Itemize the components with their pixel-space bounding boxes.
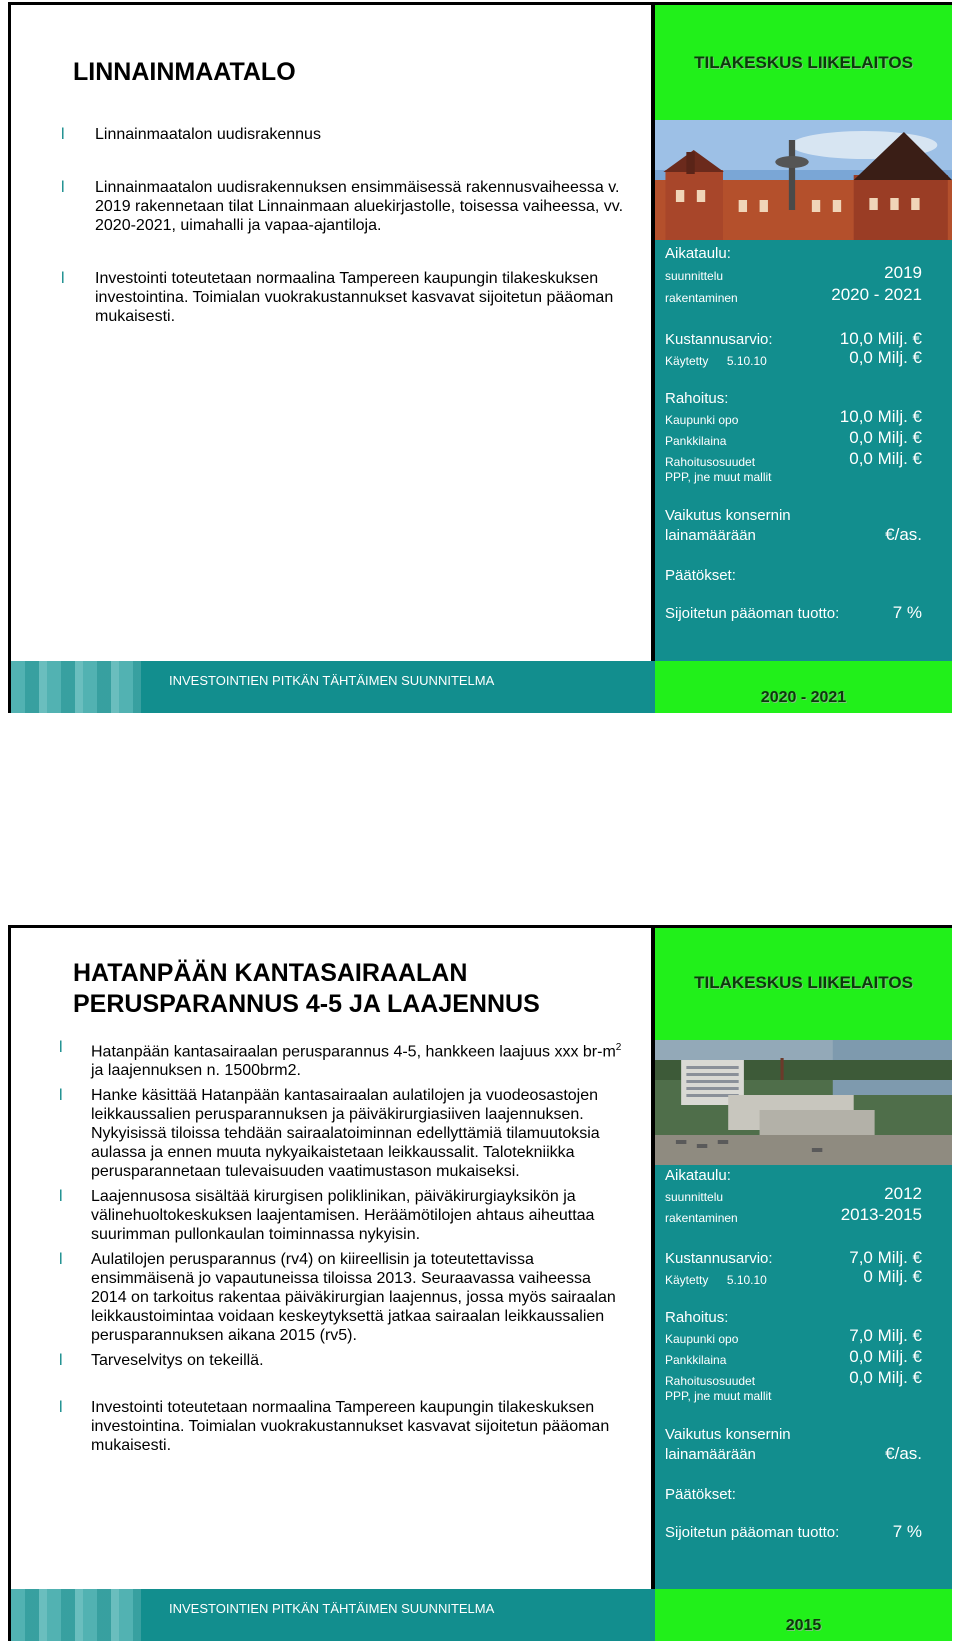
bullet-marker: l (59, 1188, 63, 1206)
bullet-list (61, 125, 627, 326)
footer-year: 2015 (785, 1617, 822, 1634)
slide-footer (11, 661, 952, 713)
return-row: Sijoitetun pääoman tuotto: 7 % (665, 1522, 922, 1541)
footer-text: INVESTOINTIEN PITKÄN TÄHTÄIMEN SUUNNITELMA (169, 1601, 495, 1616)
bullet-list (59, 1038, 627, 1455)
funding-heading: Rahoitus: (665, 1309, 729, 1326)
schedule-heading: Aikataulu: (665, 245, 731, 262)
slide-content (11, 5, 651, 661)
impact-row: lainamäärään €/as. (665, 1444, 922, 1463)
schedule-heading: Aikataulu: (665, 1167, 731, 1184)
bullet-marker: l (59, 1399, 63, 1417)
footer-year: 2020 - 2021 (760, 689, 847, 706)
bullet-marker: l (59, 1087, 63, 1105)
footer-image-strip (11, 661, 141, 713)
project-info (665, 5, 922, 645)
spent-row: Käytetty 5.10.10 0,0 Milj. € (665, 348, 922, 368)
impact-label-1: Vaikutus konsernin (665, 507, 791, 524)
info-panel (655, 5, 952, 661)
bullet-marker: l (59, 1039, 63, 1056)
list-item: l Investointi toteutetaan normaalina Tampereen kaupungin tilakeskuksen investointina. Toimialan vuokrakustannukset kasvavat sijoitetun pääoman mukaisesti. (59, 1399, 610, 1455)
funding-shares-row: Rahoitusosuudet 0,0 Milj. € (665, 449, 922, 469)
list-item: l Investointi toteutetaan normaalina Tampereen kaupungin tilakeskuksen investointina. Toimialan vuokrakustannukset kasvavat sijoitetun pääoman mukaisesti. (61, 270, 614, 325)
slide-content (11, 928, 651, 1589)
construction-row: rakentaminen 2013-2015 (665, 1205, 922, 1225)
bullet-marker: l (61, 179, 65, 196)
footer-text: INVESTOINTIEN PITKÄN TÄHTÄIMEN SUUNNITELMA (169, 673, 495, 688)
bullet-marker: l (59, 1352, 63, 1370)
title-line-2: PERUSPARANNUS 4-5 JA LAAJENNUS (73, 990, 540, 1018)
impact-row: lainamäärään €/as. (665, 525, 922, 544)
slide-title (73, 958, 540, 1020)
cost-estimate-row: Kustannusarvio: 7,0 Milj. € (665, 1248, 922, 1267)
funding-ppp-row: PPP, jne muut mallit (665, 470, 772, 484)
list-item: l Linnainmaatalon uudisrakennuksen ensimmäisessä rakennusvaiheessa v. 2019 rakennetaan tilat Linnainmaan aluekirjastolle, toisessa vaiheessa, vv. 2020-2021, uimahalli ja vapaa-ajantiloja. (61, 179, 624, 234)
decisions-heading: Päätökset: (665, 567, 736, 584)
info-panel (655, 928, 952, 1589)
list-item: l Hanke käsittää Hatanpään kantasairaalan aulatilojen ja vuodeosastojen leikkaussalien perusparannuksen ja päiväkirurgiasiiven laajennuksen. Nykyisissä tiloissa tehdään sairaalatoiminnan edellyttämiä tilamuutoksia aulassa ja ennen muuta nykyaikaistetaan leikkaussalit. Talotekniikka perusparannetaan tulevaisuuden vaatimustason mukaiseksi. (59, 1087, 600, 1181)
funding-city-row: Kaupunki opo 10,0 Milj. € (665, 407, 922, 427)
list-item: l Hatanpään kantasairaalan perusparannus 4-5, hankkeen laajuus xxx $br-m^2$ ja laajennuksen n. 1500brm2. (59, 1039, 622, 1080)
funding-heading: Rahoitus: (665, 390, 729, 407)
bullet-marker: l (59, 1251, 63, 1269)
project-info (665, 928, 922, 1568)
cost-estimate-row: Kustannusarvio: 10,0 Milj. € (665, 329, 922, 348)
impact-label-1: Vaikutus konsernin (665, 1426, 791, 1443)
org-name: TILAKESKUS LIIKELAITOS (694, 973, 913, 992)
planning-row: suunnittelu 2019 (665, 263, 922, 283)
bullet-marker: l (61, 126, 65, 143)
slide-footer (11, 1589, 952, 1641)
org-name: TILAKESKUS LIIKELAITOS (694, 53, 913, 72)
funding-shares-row: Rahoitusosuudet 0,0 Milj. € (665, 1368, 922, 1388)
spent-row: Käytetty 5.10.10 0 Milj. € (665, 1267, 922, 1287)
construction-row: rakentaminen 2020 - 2021 (665, 285, 922, 305)
list-item: l Laajennusosa sisältää kirurgisen poliklinikan, päiväkirurgiayksikön ja välinehuoltokeskuksen laajentamisen. Heräämötilojen ahtaus aiheuttaa suurimman pullonkaulan toiminnassa nykyisin. (59, 1188, 595, 1244)
list-item: l Aulatilojen perusparannus (rv4) on kiireellisin ja toteutettavissa ensimmäisenä jo vapautuneissa tiloissa 2013. Seuraavassa vaiheessa 2014 on tarkoitus rakentaa päiväkirurgian laajennus, jossa myös sairaalan leikkaustoimintaa voidaan keskeytyksettä jatkaa sairaalan leikkaussalien perusparannuksen aikana 2015 (rv5). (59, 1251, 616, 1345)
return-row: Sijoitetun pääoman tuotto: 7 % (665, 603, 922, 622)
footer-year-box (655, 661, 952, 713)
funding-ppp-row: PPP, jne muut mallit (665, 1389, 772, 1403)
slide-hatanpaa (8, 925, 952, 1641)
decisions-heading: Päätökset: (665, 1486, 736, 1503)
slide-title: LINNAINMAATALO (73, 58, 296, 86)
list-item: l Tarveselvitys on tekeillä. (59, 1352, 264, 1370)
footer-year-box (655, 1589, 952, 1641)
funding-loan-row: Pankkilaina 0,0 Milj. € (665, 428, 922, 448)
list-item: l Linnainmaatalon uudisrakennus (61, 126, 321, 143)
slide-linnainmaatalo (8, 2, 952, 713)
title-line-1: HATANPÄÄN KANTASAIRAALAN (73, 959, 468, 987)
footer-image-strip (11, 1589, 141, 1641)
planning-row: suunnittelu 2012 (665, 1184, 922, 1204)
bullet-marker: l (61, 270, 65, 287)
funding-loan-row: Pankkilaina 0,0 Milj. € (665, 1347, 922, 1367)
funding-city-row: Kaupunki opo 7,0 Milj. € (665, 1326, 922, 1346)
